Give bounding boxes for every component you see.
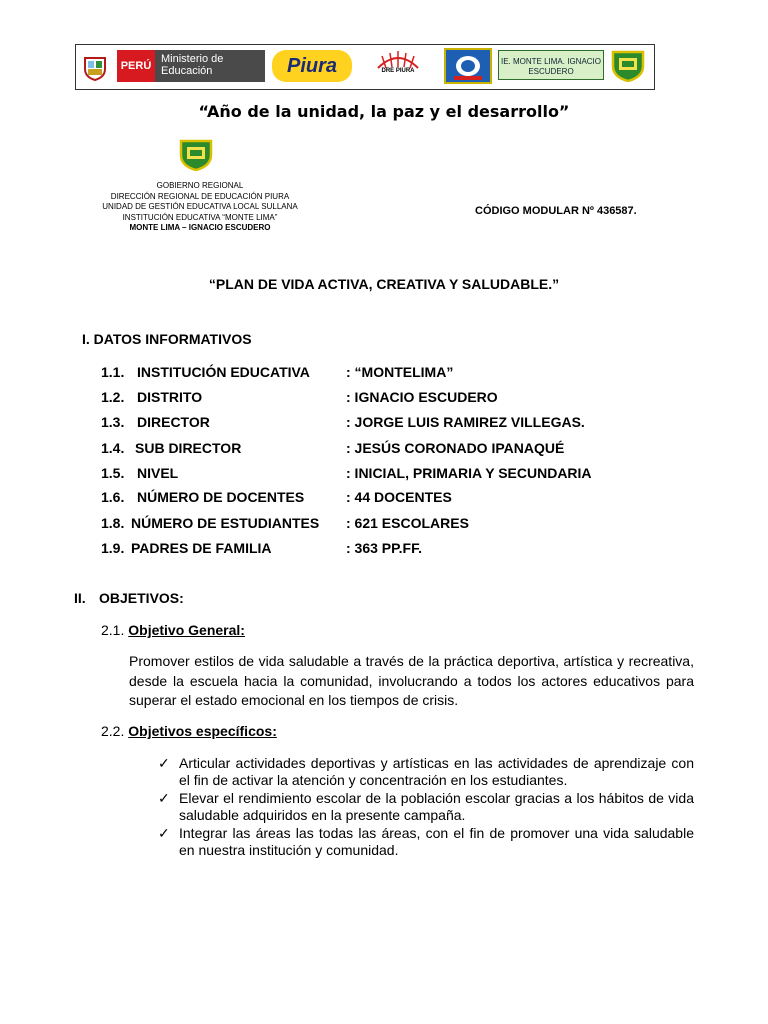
section-2-heading: OBJETIVOS:: [99, 590, 184, 606]
ugel-sullana-logo: [444, 48, 492, 84]
checkmark-icon: ✓: [158, 790, 170, 806]
info-row-number: 1.9.: [101, 540, 125, 556]
institution-line: DIRECCIÓN REGIONAL DE EDUCACIÓN PIURA: [110, 191, 290, 201]
list-item: [158, 825, 694, 858]
monte-lima-shield-icon: [610, 48, 646, 82]
info-row-value: : JESÚS CORONADO IPANAQUÉ: [346, 440, 565, 456]
info-row-label: NÚMERO DE DOCENTES: [137, 489, 305, 505]
objectives-specific-heading: [101, 723, 277, 739]
objective-general-number: 2.1.: [101, 622, 125, 638]
info-row-number: 1.2.: [101, 389, 125, 405]
info-row-value: : IGNACIO ESCUDERO: [346, 389, 498, 405]
checkmark-icon: ✓: [158, 755, 170, 771]
piura-logo: Piura: [272, 50, 352, 82]
institution-line: UNIDAD DE GESTIÓN EDUCATIVA LOCAL SULLANA: [102, 202, 298, 211]
list-item-text: Articular actividades deportivas y artísticas en las actividades de aprendizaje con el fin de activar la atención y concentración en los estudiantes.: [179, 755, 694, 788]
info-row-label: DIRECTOR: [137, 414, 210, 430]
info-row-label: PADRES DE FAMILIA: [131, 540, 272, 556]
objective-general-text: Promover estilos de vida saludable a través de la práctica deportiva, artística y recreativa, desde la escuela hacia la comunidad, involucrando a todos los actores educativos para superar el estado emocional en los tiempos de crisis.: [129, 653, 694, 708]
info-row-number: 1.1.: [101, 364, 125, 380]
plan-title: “PLAN DE VIDA ACTIVA, CREATIVA Y SALUDABLE.”: [208, 276, 560, 292]
info-row-value: : 44 DOCENTES: [346, 489, 452, 505]
objectives-specific-title: Objetivos específicos:: [128, 723, 277, 739]
info-row-value: : JORGE LUIS RAMIREZ VILLEGAS.: [346, 414, 585, 430]
ministerio-label: Ministerio de Educación: [161, 53, 224, 77]
info-row-label: DISTRITO: [137, 389, 203, 405]
info-row-number: 1.8.: [101, 515, 125, 531]
ministerio-educacion-logo: [117, 50, 265, 82]
institution-location: MONTE LIMA – IGNACIO ESCUDERO: [129, 223, 271, 232]
objectives-specific-number: 2.2.: [101, 723, 125, 739]
ie-monte-lima-label: IE. MONTE LIMA. IGNACIO ESCUDERO: [498, 50, 604, 80]
peru-label: PERÚ: [117, 50, 155, 82]
institution-info: [90, 181, 310, 234]
dre-piura-logo: [358, 48, 438, 84]
info-row-label: INSTITUCIÓN EDUCATIVA: [137, 364, 310, 380]
dre-label: DRE PIURA: [381, 68, 415, 74]
info-row-label: NÚMERO DE ESTUDIANTES: [131, 515, 320, 531]
info-row-value: : INICIAL, PRIMARIA Y SECUNDARIA: [346, 465, 592, 481]
school-shield-icon: [178, 137, 214, 171]
list-item-text: Elevar el rendimiento escolar de la población escolar gracias a los hábitos de vida saludable adquiridos en la presente campaña.: [179, 790, 694, 823]
list-item-text: Integrar las áreas las todas las áreas, con el fin de promover una vida saludable en nuestra institución y comunidad.: [179, 825, 694, 858]
sun-rays-icon: [358, 48, 438, 70]
info-row-value: : 621 ESCOLARES: [346, 515, 469, 531]
objectives-specific-list: [158, 755, 694, 860]
objective-general-title: Objetivo General:: [128, 622, 245, 638]
year-title: “Año de la unidad, la paz y el desarrollo”: [198, 102, 570, 121]
section-2-number: II.: [74, 590, 86, 606]
info-row-number: 1.6.: [101, 489, 125, 505]
ugel-emblem-icon: [446, 50, 490, 82]
info-row-label: SUB DIRECTOR: [135, 440, 242, 456]
checkmark-icon: ✓: [158, 825, 170, 841]
info-row-number: 1.4.: [101, 440, 125, 456]
info-row-label: NIVEL: [137, 465, 179, 481]
objective-general-heading: [101, 622, 245, 638]
list-item: [158, 755, 694, 788]
info-row-value: : “MONTELIMA”: [346, 364, 454, 380]
peru-coat-of-arms-icon: [80, 55, 110, 81]
info-row-number: 1.5.: [101, 465, 125, 481]
institution-line: GOBIERNO REGIONAL: [156, 181, 244, 190]
codigo-modular: CÓDIGO MODULAR Nº 436587.: [475, 205, 637, 217]
info-row-number: 1.3.: [101, 414, 125, 430]
institution-line: INSTITUCIÓN EDUCATIVA “MONTE LIMA”: [122, 212, 278, 222]
list-item: [158, 790, 694, 823]
info-row-value: : 363 PP.FF.: [346, 540, 423, 556]
section-1-heading: I. DATOS INFORMATIVOS: [82, 331, 252, 347]
